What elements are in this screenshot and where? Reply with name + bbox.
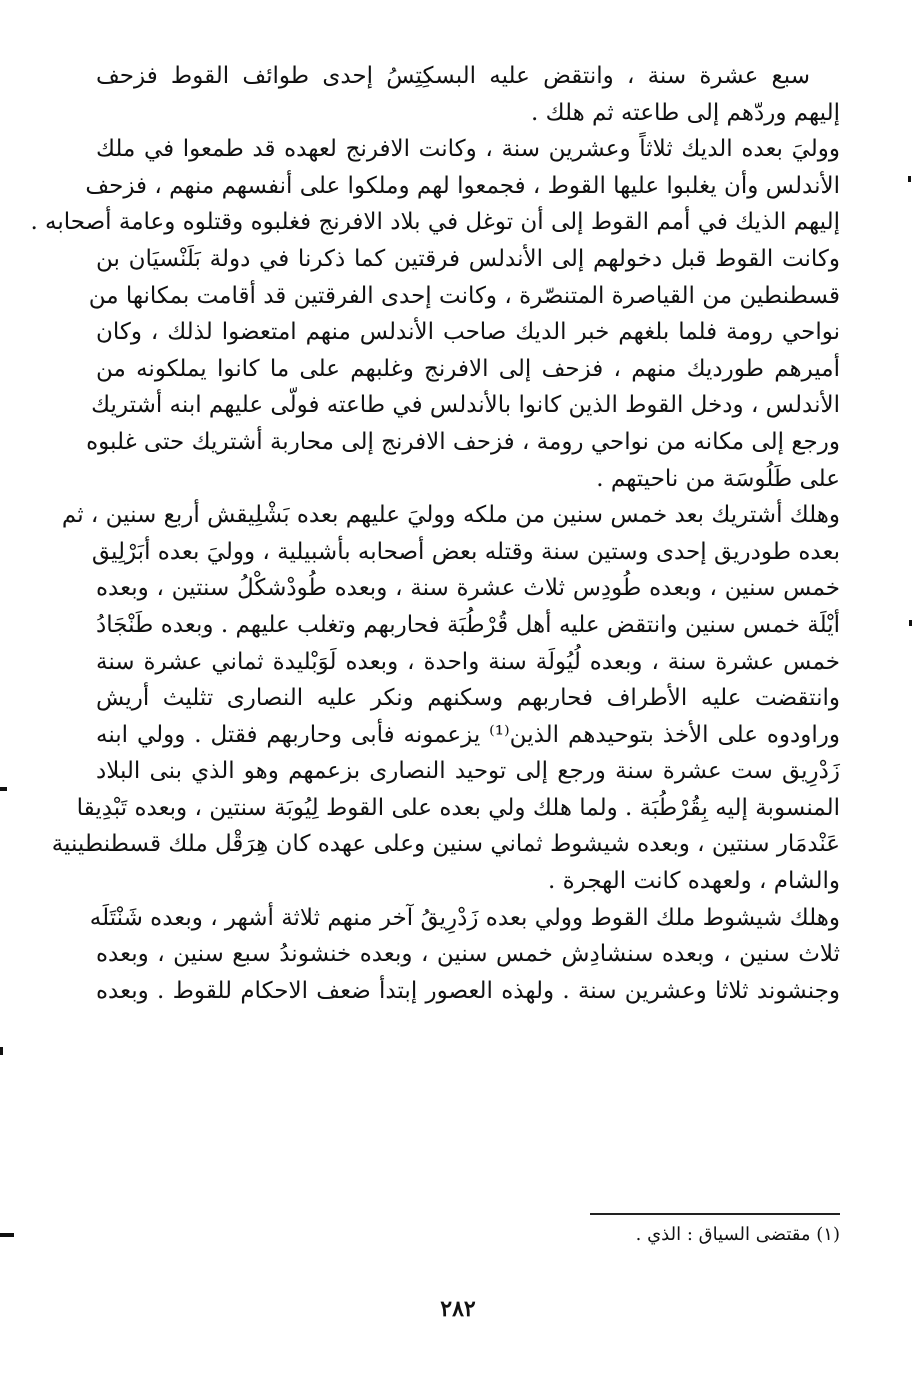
- text-line: وكانت القوط قبل دخولهم إلى الأندلس فرقتين كما ذكرنا في دولة بَلَنْسيَان بن: [96, 245, 840, 272]
- text-line: قسطنطين من القياصرة المتنصّرة ، وكانت إحدى الفرقتين قد أقامت بمكانها من: [88, 282, 840, 309]
- page-number: ٢٨٢: [440, 1296, 476, 1322]
- text-line: على طَلُوسَة من ناحيتهم .: [596, 465, 840, 492]
- footnote: (١) مقتضى السياق : الذي .: [635, 1224, 840, 1245]
- text-line: وهلك أشتريك بعد خمس سنين من ملكه ووليَ عليهم بعده بَشْلِيقش أربع سنين ، ثم: [61, 502, 840, 529]
- text-line: ووليَ بعده الديك ثلاثاً وعشرين سنة ، وكانت الافرنج لعهده قد طمعوا في ملك: [96, 136, 840, 163]
- text-line: خمس سنين ، وبعده طُودِس ثلاث عشرة سنة ، وبعده طُودْشكْلُ سنتين ، وبعده: [96, 575, 840, 602]
- text-line: زَدْرِيق ست عشرة سنة ورجع إلى توحيد النصارى بزعمهم وهو الذي بنى البلاد: [96, 758, 840, 785]
- scan-mark: [0, 1047, 3, 1055]
- text-line: نواحي رومة فلما بلغهم خبر الديك صاحب الأندلس منهم امتعضوا لذلك ، وكان: [96, 319, 840, 346]
- text-line: إليهم الذيك في أمم القوط إلى أن توغل في بلاد الافرنج فغلبوه وقتلوه وعامة أصحابه .: [30, 209, 840, 236]
- text-line: سبع عشرة سنة ، وانتقض عليه البسكِتِسُ إحدى طوائف القوط فزحف: [96, 63, 810, 89]
- scan-mark: [908, 176, 911, 182]
- text-line: أميرهم طورديك منهم ، فزحف إلى الافرنج وغلبهم على ما كانوا يملكونه من: [96, 355, 840, 382]
- scan-mark: [0, 787, 7, 791]
- footnote-separator: [590, 1213, 840, 1215]
- page-body: [30, 58, 840, 1009]
- text-line: بعده طودريق إحدى وستين سنة وقتله بعض أصحابه بأشبيلية ، ووليَ بعده أبَرْلِيق: [91, 538, 840, 565]
- text-line: إليهم وردّهم إلى طاعته ثم هلك .: [530, 99, 840, 126]
- scan-mark: [0, 1233, 14, 1237]
- text-line: ورجع إلى مكانه من نواحي رومة ، فزحف الافرنج إلى محاربة أشتريك حتى غلبوه: [86, 428, 840, 455]
- text-line: ثلاث سنين ، وبعده سنشادِش خمس سنين ، وبعده خنشوندُ سبع سنين ، وبعده: [96, 941, 840, 968]
- scan-mark: [909, 620, 912, 626]
- text-line: والشام ، ولعهده كانت الهجرة .: [547, 868, 840, 895]
- text-line: وانتقضت عليه الأطراف فحاربهم وسكنهم ونكر عليه النصارى تثليث أريش: [96, 685, 840, 712]
- text-line: وراودوه على الأخذ بتوحيدهم الذين⁽¹⁾ يزعمونه فأبى وحاربهم فقتل . وولي ابنه: [96, 721, 840, 748]
- text-line: وجنشوند ثلاثا وعشرين سنة . ولهذه العصور إبتدأ ضعف الاحكام للقوط . وبعده: [96, 977, 840, 1004]
- text-line: أيْلَة خمس سنين وانتقض عليه أهل قُرْطُبَة فحاربهم وتغلب عليهم . وبعده طَنْجَادُ: [96, 611, 840, 638]
- text-line: خمس عشرة سنة ، وبعده لُيُولَة سنة واحدة ، وبعده لَوَبْليدة ثماني عشرة سنة: [96, 648, 840, 675]
- text-line: الأندلس وأن يغلبوا عليها القوط ، فجمعوا لهم وملكوا على أنفسهم منهم ، فزحف: [85, 172, 840, 199]
- text-line: الأندلس ، ودخل القوط الذين كانوا بالأندلس في طاعته فولّى عليهم ابنه أشتريك: [91, 392, 840, 419]
- text-line: المنسوبة إليه بِقُرْطُبَة . ولما هلك ولي بعده على القوط لِيُوبَة سنتين ، وبعده تَبْدِيقا: [76, 794, 840, 821]
- text-line: عَنْدمَار سنتين ، وبعده شيشوط ثماني سنين وعلى عهده كان هِرَقْل ملك قسطنطينية: [51, 831, 840, 858]
- text-line: وهلك شيشوط ملك القوط وولي بعده زَدْرِيقُ آخر منهم ثلاثة أشهر ، وبعده شَنْتَلَه: [89, 904, 840, 931]
